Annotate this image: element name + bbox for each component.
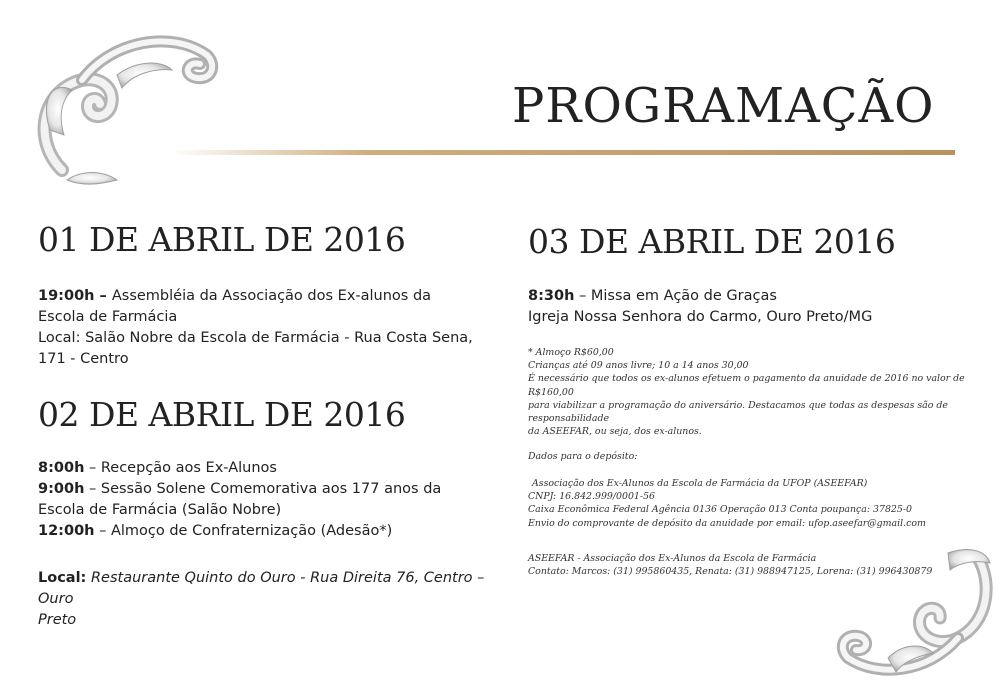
note-paragraph-line: para viabilizar a programação do aniversário. Destacamos que todas as despesas são de responsabilidade [528,399,948,425]
deposit-title: Dados para o depósito: [528,451,638,462]
deposit-line: CNPJ: 16.842.999/0001-56 [528,491,655,503]
day3-date: 03 DE ABRIL DE 2016 [528,222,896,261]
title-divider [170,150,955,155]
day3-place: Igreja Nossa Senhora do Carmo, Ouro Preto/MG [528,309,873,325]
day1-schedule [38,286,493,370]
day3-sep: – [574,288,591,304]
day1-local-line1: Local: Salão Nobre da Escola de Farmácia - Rua Costa Sena, [38,330,473,346]
day2-schedule [38,458,493,542]
day3-schedule [528,286,968,328]
notes-block [528,346,983,438]
day3-time: 8:30h [528,288,575,304]
day2-item-time: 9:00h [38,481,85,497]
deposit-line: Associação dos Ex-Alunos da Escola de Farmácia da UFOP (ASEEFAR) [532,478,868,489]
note-lunch: * Almoço R$60,00 [528,347,614,358]
note-children: Crianças até 09 anos livre; 10 a 14 anos 30,00 [528,360,749,372]
day2-item-text: Almoço de Confraternização (Adesão*) [110,523,393,539]
day2-item-text: Recepção aos Ex-Alunos [100,460,277,476]
footer-contact: Contato: Marcos: (31) 995860435, Renata: (31) 988947125, Lorena: (31) 996430879 [528,566,933,578]
note-paragraph-line: É necessário que todos os ex-alunos efetuem o pagamento da anuidade de 2016 no valor de R$160,00 [528,373,965,398]
day1-event-line [38,286,493,307]
footer-org: ASEEFAR - Associação dos Ex-Alunos da Escola de Farmácia [528,553,817,564]
page-title: PROGRAMAÇÃO [512,78,935,134]
day2-item-time: 12:00h [38,523,95,539]
day2-local-line1 [38,568,493,610]
day3-desc: Missa em Ação de Graças [590,288,777,304]
day2-local-text: Restaurante Quinto do Ouro - Rua Direita 76, Centro – Ouro [38,570,485,607]
day2-item [38,500,493,521]
deposit-line: Caixa Econômica Federal Agência 0136 Operação 013 Conta poupança: 37825-0 [528,504,912,516]
deposit-line: Envio do comprovante de depósito da anuidade por email: ufop.aseefar@gmail.com [528,517,926,529]
day2-local-label: Local: [38,570,87,586]
note-paragraph-line: da ASEEFAR, ou seja, dos ex-alunos. [528,426,702,438]
day1-desc-line1: Assembléia da Associação dos Ex-alunos da [111,288,432,304]
day2-item [38,479,493,500]
ornament-top-left-icon [22,20,222,190]
day1-desc-line2: Escola de Farmácia [38,309,178,325]
day2-item-text: Sessão Solene Comemorativa aos 177 anos da [100,481,442,497]
day2-local-line2: Preto [38,612,77,628]
deposit-details [528,477,978,530]
day2-item-sep: – [94,523,111,539]
day1-time: 19:00h [38,288,95,304]
day2-item-sep: – [84,460,101,476]
day2-item-time: 8:00h [38,460,85,476]
day1-date: 01 DE ABRIL DE 2016 [38,220,406,259]
day1-local-line2: 171 - Centro [38,351,129,367]
ornament-bottom-right-icon [828,538,998,688]
day2-item [38,458,493,479]
day2-item [38,521,493,542]
day1-sep: – [94,288,112,304]
day2-item-text: Escola de Farmácia (Salão Nobre) [38,502,282,518]
day2-item-sep: – [84,481,101,497]
day3-event-line [528,286,968,307]
day2-local [38,568,493,631]
day2-date: 02 DE ABRIL DE 2016 [38,395,406,434]
